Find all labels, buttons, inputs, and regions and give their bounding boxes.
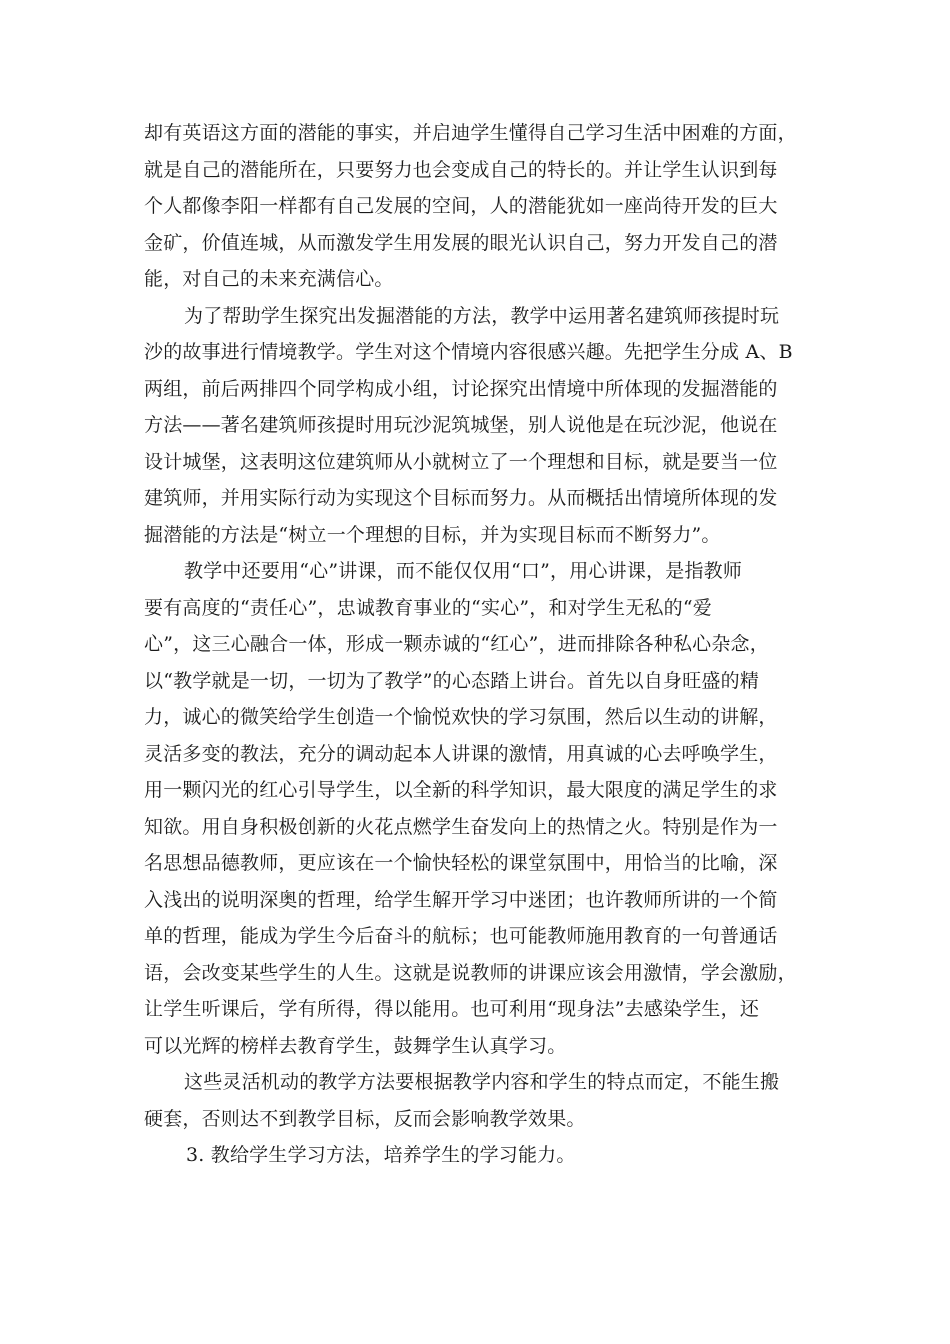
text-line: 用一颗闪光的红心引导学生，以全新的科学知识，最大限度的满足学生的求 — [144, 779, 778, 801]
document-body — [144, 115, 797, 1174]
text-line: 单的哲理，能成为学生今后奋斗的航标；也可能教师施用教育的一句普通话 — [144, 925, 778, 947]
text-line: 教学中还要用“心”讲课，而不能仅仅用“口”，用心讲课，是指教师 — [184, 560, 743, 582]
text-line: 能，对自己的未来充满信心。 — [144, 268, 394, 290]
text-line: 以“教学就是一切，一切为了教学”的心态踏上讲台。首先以自身旺盛的精 — [144, 669, 760, 692]
section-heading-text: 3. 教给学生学习方法，培养学生的学习能力。 — [186, 1144, 576, 1166]
text-line: 要有高度的“责任心”，忠诚教育事业的“实心”，和对学生无私的“爱 — [144, 596, 712, 619]
text-line: 就是自己的潜能所在，只要努力也会变成自己的特长的。并让学生认识到每 — [144, 158, 778, 181]
paragraph-flexible-methods — [144, 1064, 784, 1137]
paragraph-architect-story — [144, 298, 793, 554]
text-line: 心”，这三心融合一体，形成一颗赤诚的“红心”，进而排除各种私心杂念， — [144, 633, 769, 655]
text-line: 金矿，价值连城，从而激发学生用发展的眼光认识自己，努力开发自己的潜 — [144, 231, 778, 254]
text-line: 两组，前后两排四个同学构成小组，讨论探究出情境中所体现的发掘潜能的 — [144, 377, 778, 400]
text-line: 为了帮助学生探究出发掘潜能的方法，教学中运用著名建筑师孩提时玩 — [184, 304, 780, 327]
text-line: 沙的故事进行情境教学。学生对这个情境内容很感兴趣。先把学生分成 A、B — [144, 341, 793, 363]
text-line: 掘潜能的方法是“树立一个理想的目标，并为实现目标而不断努力”。 — [144, 523, 721, 546]
text-line: 却有英语这方面的潜能的事实，并启迪学生懂得自己学习生活中困难的方面， — [144, 122, 797, 144]
text-line: 个人都像李阳一样都有自己发展的空间，人的潜能犹如一座尚待开发的巨大 — [144, 195, 778, 217]
text-line: 可以光辉的榜样去教育学生，鼓舞学生认真学习。 — [144, 1034, 567, 1057]
paragraph-teaching-with-heart — [144, 553, 797, 1064]
text-line: 让学生听课后，学有所得，得以能用。也可利用“现身法”去感染学生，还 — [144, 998, 760, 1020]
paragraph-potential-discovery — [144, 115, 797, 298]
text-line: 设计城堡，这表明这位建筑师从小就树立了一个理想和目标，就是要当一位 — [144, 450, 778, 473]
text-line: 灵活多变的教法，充分的调动起本人讲课的激情，用真诚的心去呼唤学生， — [144, 742, 778, 765]
text-line: 这些灵活机动的教学方法要根据教学内容和学生的特点而定，不能生搬 — [184, 1071, 780, 1093]
section-heading-3 — [144, 1137, 784, 1174]
text-line: 语，会改变某些学生的人生。这就是说教师的讲课应该会用激情，学会激励， — [144, 961, 797, 984]
text-line: 力，诚心的微笑给学生创造一个愉悦欢快的学习氛围，然后以生动的讲解， — [144, 706, 778, 728]
text-line: 建筑师，并用实际行动为实现这个目标而努力。从而概括出情境所体现的发 — [144, 487, 778, 509]
text-line: 方法——著名建筑师孩提时用玩沙泥筑城堡，别人说他是在玩沙泥，他说在 — [144, 414, 778, 436]
text-line: 知欲。用自身积极创新的火花点燃学生奋发向上的热情之火。特别是作为一 — [144, 815, 778, 838]
text-line: 名思想品德教师，更应该在一个愉快轻松的课堂氛围中，用恰当的比喻，深 — [144, 852, 778, 874]
text-line: 入浅出的说明深奥的哲理，给学生解开学习中迷团；也许教师所讲的一个简 — [144, 888, 778, 911]
text-line: 硬套，否则达不到教学目标，反而会影响教学效果。 — [144, 1107, 586, 1130]
